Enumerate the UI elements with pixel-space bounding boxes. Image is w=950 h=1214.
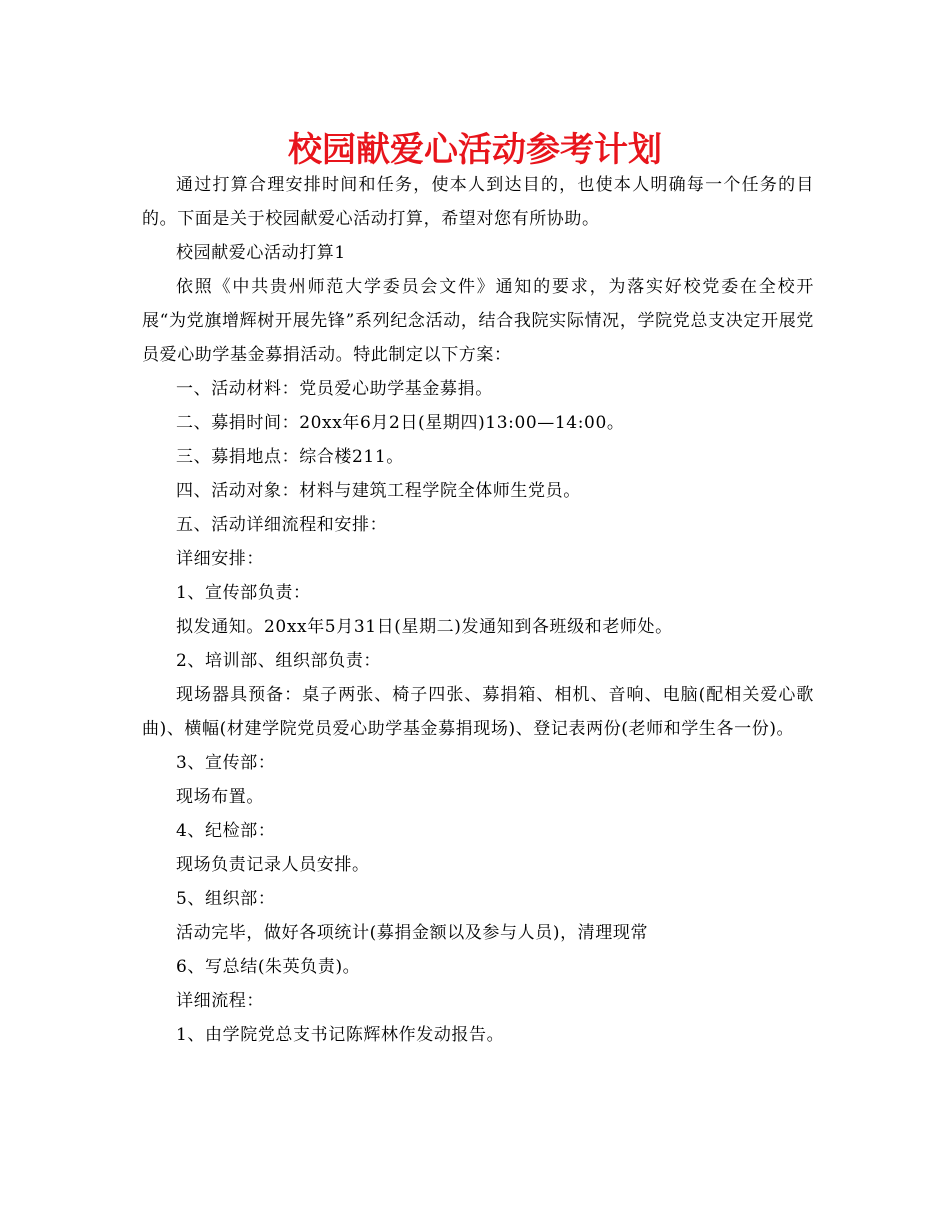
list-item: 3、宣传部：	[176, 753, 276, 773]
list-item: 一、活动材料：党员爱心助学基金募捐。	[176, 379, 493, 399]
paragraph: 现场布置。	[176, 787, 264, 807]
list-item: 4、纪检部：	[176, 821, 276, 841]
list-item: 5、组织部：	[176, 889, 276, 909]
list-item: 三、募捐地点：综合楼211。	[176, 447, 404, 467]
list-item: 1、由学院党总支书记陈辉林作发动报告。	[176, 1025, 505, 1045]
paragraph: 拟发通知。20xx年5月31日(星期二)发通知到各班级和老师处。	[176, 617, 673, 637]
list-item: 1、宣传部负责：	[176, 583, 311, 603]
document-body	[142, 168, 814, 1052]
paragraph: 现场负责记录人员安排。	[176, 855, 370, 875]
list-item: 四、活动对象：材料与建筑工程学院全体师生党员。	[176, 481, 581, 501]
list-item: 二、募捐时间：20xx年6月2日(星期四)13:00—14:00。	[176, 413, 625, 433]
list-item: 2、培训部、组织部负责：	[176, 651, 382, 671]
list-item: 6、写总结(朱英负责)。	[176, 957, 361, 977]
section-heading: 校园献爱心活动打算1	[176, 243, 346, 263]
paragraph: 依照《中共贵州师范大学委员会文件》通知的要求，为落实好校党委在全校开展“为党旗增辉树开展先锋”系列纪念活动，结合我院实际情况，学院党总支决定开展党员爱心助学基金募捐活动。特此制定以下方案：	[142, 277, 814, 365]
paragraph: 通过打算合理安排时间和任务，使本人到达目的，也使本人明确每一个任务的目的。下面是关于校园献爱心活动打算，希望对您有所协助。	[142, 175, 814, 229]
paragraph: 活动完毕，做好各项统计(募捐金额以及参与人员)，清理现常	[176, 923, 649, 943]
list-item: 五、活动详细流程和安排：	[176, 515, 388, 535]
paragraph: 详细流程：	[176, 991, 264, 1011]
document-title: 校园献爱心活动参考计划	[288, 130, 662, 170]
paragraph: 现场器具预备：桌子两张、椅子四张、募捐箱、相机、音响、电脑(配相关爱心歌曲)、横幅(材建学院党员爱心助学基金募捐现场)、登记表两份(老师和学生各一份)。	[142, 685, 814, 739]
paragraph: 详细安排：	[176, 549, 264, 569]
